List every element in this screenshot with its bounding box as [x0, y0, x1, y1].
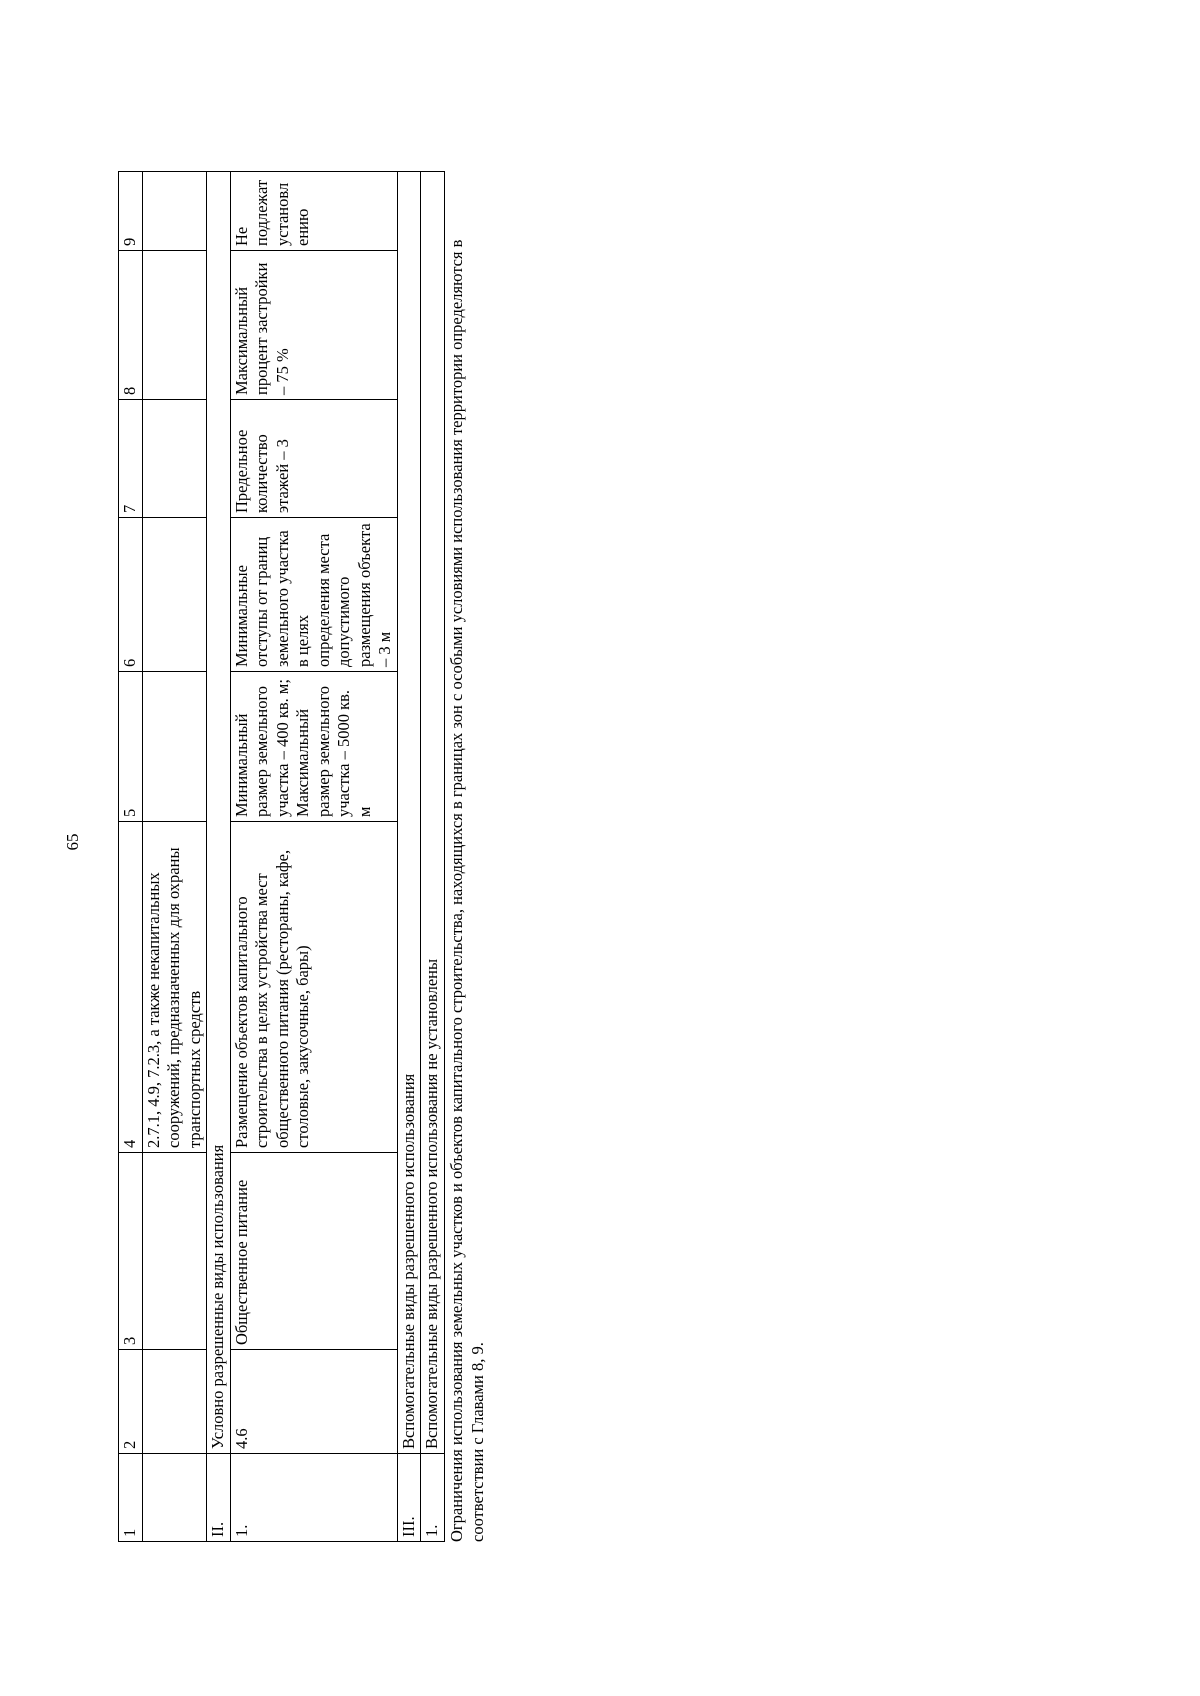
- section-2-row: [207, 172, 231, 1542]
- row-other: Не подлежат установлению: [230, 172, 397, 251]
- continued-row: [142, 172, 207, 1542]
- table-row: [421, 172, 445, 1542]
- header-cell-4: 4: [119, 822, 143, 1153]
- header-cell-1: 1: [119, 1454, 143, 1542]
- header-cell-8: 8: [119, 251, 143, 400]
- page-number: 65: [63, 833, 82, 851]
- continued-cell-5: [142, 672, 207, 822]
- footer-note: Ограничения использования земельных участков и объектов капитального строительства, находящихся в границах зон с особыми условиями использования территории определяются в соответствии с Главами 8, 9.: [446, 239, 487, 1542]
- continued-cell-1: [142, 1454, 207, 1542]
- header-cell-2: 2: [119, 1350, 143, 1454]
- row-code: 4.6: [230, 1350, 397, 1454]
- header-cell-5: 5: [119, 672, 143, 822]
- continued-cell-2: [142, 1350, 207, 1454]
- section-2-title: Условно разрешенные виды использования: [207, 172, 231, 1454]
- row-plot-size: Минимальный размер земельного участка – 400 кв. м; Максимальный размер земельного участка – 5000 кв. м: [230, 672, 397, 822]
- header-cell-9: 9: [119, 172, 143, 251]
- row-floors: Предельное количество этажей – 3: [230, 400, 397, 518]
- continued-description: 2.7.1, 4.9, 7.2.3, а также некапитальных сооружений, предназначенных для охраны транспортных средств: [142, 822, 207, 1153]
- continued-cell-8: [142, 251, 207, 400]
- header-cell-3: 3: [119, 1153, 143, 1350]
- rotated-page-content: [118, 172, 578, 1542]
- continued-cell-9: [142, 172, 207, 251]
- section-3-title: Вспомогательные виды разрешенного использования: [397, 172, 421, 1454]
- zoning-table: [118, 171, 445, 1542]
- header-cell-7: 7: [119, 400, 143, 518]
- section-2-number: II.: [207, 1454, 231, 1542]
- continued-cell-7: [142, 400, 207, 518]
- table-row: [230, 172, 397, 1542]
- section-3-number: III.: [397, 1454, 421, 1542]
- row-use-name: Общественное питание: [230, 1153, 397, 1350]
- row-coverage: Максимальный процент застройки – 75 %: [230, 251, 397, 400]
- header-cell-6: 6: [119, 518, 143, 672]
- row-number: 1.: [421, 1454, 445, 1542]
- continued-cell-3: [142, 1153, 207, 1350]
- continued-cell-6: [142, 518, 207, 672]
- header-number-row: [119, 172, 143, 1542]
- section-3-row: [397, 172, 421, 1542]
- row-setbacks: Минимальные отступы от границ земельного участка в целях определения места допустимого размещения объекта – 3 м: [230, 518, 397, 672]
- row-text: Вспомогательные виды разрешенного использования не установлены: [421, 172, 445, 1454]
- row-use-description: Размещение объектов капитального строительства в целях устройства мест общественного питания (рестораны, кафе, столовые, закусочные, бары): [230, 822, 397, 1153]
- row-number: 1.: [230, 1454, 397, 1542]
